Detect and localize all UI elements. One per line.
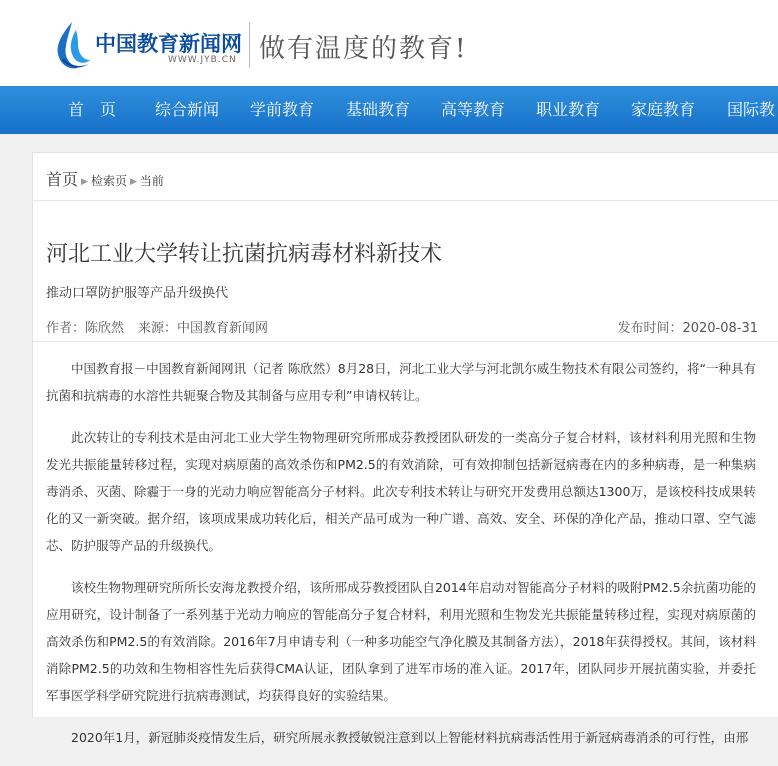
nav-item-basic-education[interactable]: 基础教育: [346, 100, 411, 119]
site-header: [0, 0, 778, 86]
breadcrumb: [46, 167, 164, 187]
logo-text[interactable]: 中国教育新闻网: [95, 32, 242, 56]
divider: [33, 200, 778, 201]
logo-url: WWW.JYB.CN: [168, 55, 237, 65]
slogan: 做有温度的教育!: [259, 34, 468, 64]
article-card: [32, 152, 778, 745]
nav-item-higher-education[interactable]: 高等教育: [441, 100, 506, 119]
article-paragraph: 该校生物物理研究所所长安海龙教授介绍，该所邢成芬教授团队自2014年启动对智能高分子材料的吸附PM2.5余抗菌功能的应用研究，设计制备了一系列基于光动力响应的智能高分子复合材料，利用光照和生物发光共振能量转移过程，实现对病原菌的高效杀伤和PM2.5的有效消除。2016年7月申请专利（一种多功能空气净化膜及其制备方法），2018年获得授权。其间，该材料消除PM2.5的功效和生物相容性先后获得CMA认证，团队拿到了进军市场的准入证。2017年，团队同步开展抗菌实验，并委托军事医学科学研究院进行抗病毒测试，均获得良好的实验结果。: [46, 580, 756, 703]
nav-item-international[interactable]: 国际教: [727, 100, 776, 119]
main-nav: [0, 86, 778, 134]
nav-item-family[interactable]: 家庭教育: [631, 100, 696, 119]
nav-item-preschool[interactable]: 学前教育: [250, 100, 315, 119]
logo-divider: [249, 22, 250, 68]
breadcrumb-home-link[interactable]: 首页: [46, 170, 79, 189]
article-source: 来源：中国教育新闻网: [138, 321, 269, 336]
nav-item-vocational[interactable]: 职业教育: [536, 100, 601, 119]
article-date: 发布时间：2020-08-31: [617, 321, 758, 336]
article-paragraph: 中国教育报－中国教育新闻网讯（记者 陈欣然）8月28日，河北工业大学与河北凯尔威生物技术有限公司签约，将“一种具有抗菌和抗病毒的水溶性共轭聚合物及其制备与应用专利”申请权转让。: [46, 361, 756, 403]
article-meta: [46, 317, 282, 336]
divider: [33, 341, 778, 342]
article-body: [46, 355, 756, 766]
breadcrumb-search-link[interactable]: 检索页: [90, 174, 127, 188]
article-subtitle: 推动口罩防护服等产品升级换代: [46, 286, 229, 301]
article-paragraph: 2020年1月，新冠肺炎疫情发生后，研究所展永教授敏锐注意到以上智能材料抗病毒活性用于新冠病毒消杀的可行性，由邢: [71, 730, 749, 745]
article-paragraph: 此次转让的专利技术是由河北工业大学生物物理研究所邢成芬教授团队研发的一类高分子复合材料，该材料利用光照和生物发光共振能量转移过程，实现对病原菌的高效杀伤和PM2.5的有效消除，可有效抑制包括新冠病毒在内的多种病毒，是一种集病毒消杀、灭菌、除霾于一身的光动力响应智能高分子材料。此次专利技术转让与研究开发费用总额达1300万，是该校科技成果转化的又一新突破。据介绍，该项成果成功转化后，相关产品可成为一种广谱、高效、安全、环保的净化产品，推动口罩、空气滤芯、防护服等产品的升级换代。: [46, 430, 756, 553]
nav-item-home[interactable]: 首 页: [68, 100, 117, 119]
logo-icon[interactable]: [52, 20, 92, 72]
nav-item-general-news[interactable]: 综合新闻: [155, 100, 220, 119]
article-title: 河北工业大学转让抗菌抗病毒材料新技术: [46, 242, 443, 267]
chevron-right-icon: ▶: [81, 177, 88, 187]
breadcrumb-current: 当前: [139, 174, 164, 188]
chevron-right-icon: ▶: [129, 177, 137, 187]
article-author: 作者：陈欣然: [46, 321, 125, 336]
